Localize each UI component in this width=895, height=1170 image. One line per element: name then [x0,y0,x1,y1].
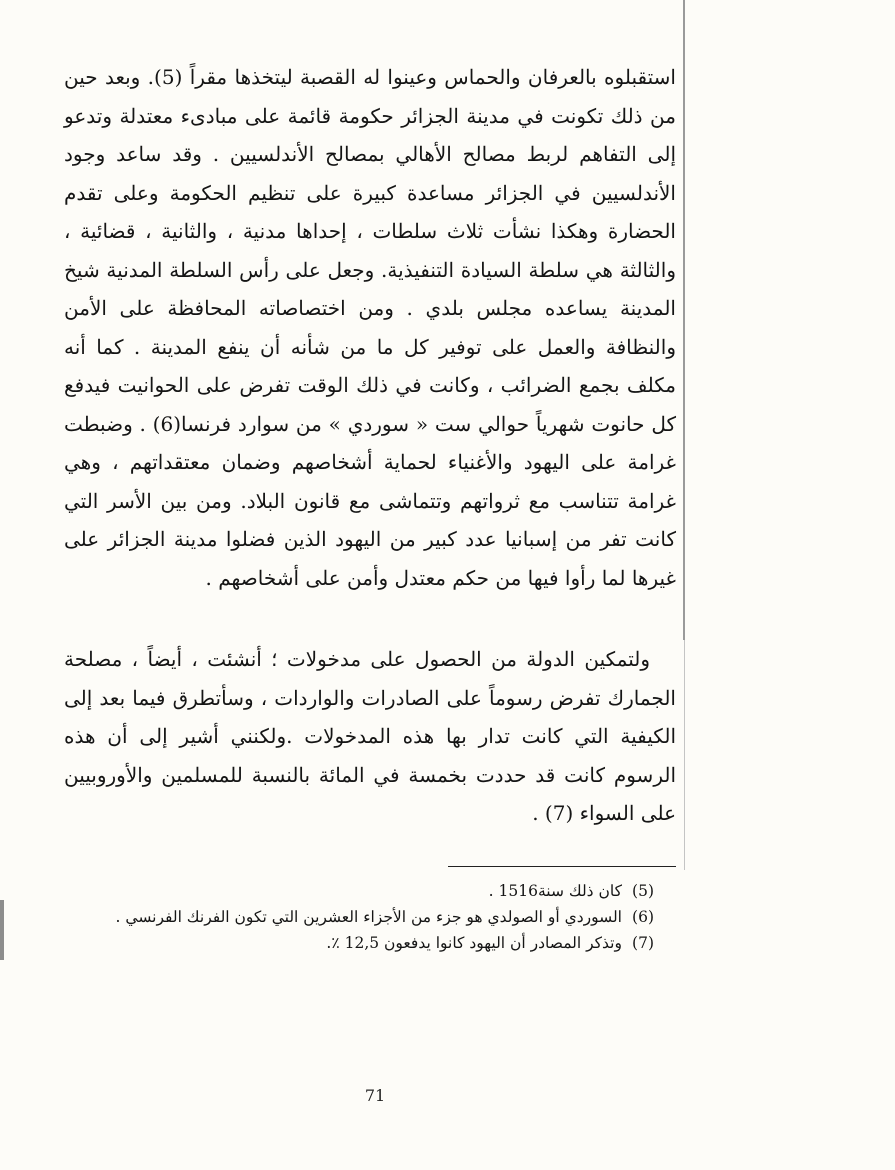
footnote-text: وتذكر المصادر أن اليهود كانوا يدفعون 12,5 ٪. [326,934,622,952]
body-paragraph-1: استقبلوه بالعرفان والحماس وعينوا له القصبة ليتخذها مقراً (5). وبعد حين من ذلك تكونت في مدينة الجزائر حكومة قائمة على مبادىء معتدلة وتدعو إلى التفاهم لربط مصالح الأهالي بمصالح الأندلسيين . وقد ساعد وجود الأندلسيين في الجزائر مساعدة كبيرة على تنظيم الحكومة وعلى تقدم الحضارة وهكذا نشأت ثلاث سلطات ، إحداها مدنية ، والثانية ، قضائية ، والثالثة هي سلطة السيادة التنفيذية. وجعل على رأس السلطة المدنية شيخ المدينة يساعده مجلس بلدي . ومن اختصاصاته المحافظة على الأمن والنظافة والعمل على توفير كل ما من شأنه أن ينفع المدينة . كما أنه مكلف بجمع الضرائب ، وكانت في ذلك الوقت تفرض على الحوانيت فيدفع كل حانوت شهرياً حوالي ست « سوردي » من سوارد فرنسا(6) . وضبطت غرامة على اليهود والأغنياء لحماية أشخاصهم وضمان معتقداتهم ، وهي غرامة تتناسب مع ثرواتهم وتتماشى مع قانون البلاد. ومن بين الأسر التي كانت تفر من إسبانيا عدد كبير من اليهود الذين فضلوا مدينة الجزائر على غيرها لما رأوا فيها من حكم معتدل وأمن على أشخاصهم . [64,65,677,590]
scan-edge-mark [0,900,4,960]
footnote-number: (7) [632,934,654,952]
body-paragraph-2: ولتمكين الدولة من الحصول على مدخولات ؛ أنشئت ، أيضاً ، مصلحة الجمارك تفرض رسوماً على الصادرات والواردات ، وسأتطرق فيما بعد إلى الكيفية التي كانت تدار بها هذه المدخولات .ولكنني أشير إلى أن هذه الرسوم كانت قد حددت بخمسة في المائة بالنسبة للمسلمين والأوروبيين على السواء (7) . [64,647,676,825]
footnote-text: السوردي أو الصولدي هو جزء من الأجزاء العشرين التي تكون الفرنك الفرنسي . [115,908,622,926]
footnote-number: (5) [632,882,654,900]
footnotes [64,878,654,956]
footnote-number: (6) [632,908,654,926]
page-edge-shadow-lower [684,640,685,870]
footnote-5 [64,878,654,904]
footnote-text: كان ذلك سنة1516 . [488,882,622,900]
footnote-7 [64,930,654,956]
page-edge-shadow [683,0,685,640]
footnote-6 [64,904,654,930]
page-number: 71 [364,1086,386,1105]
footnote-separator [448,866,676,867]
